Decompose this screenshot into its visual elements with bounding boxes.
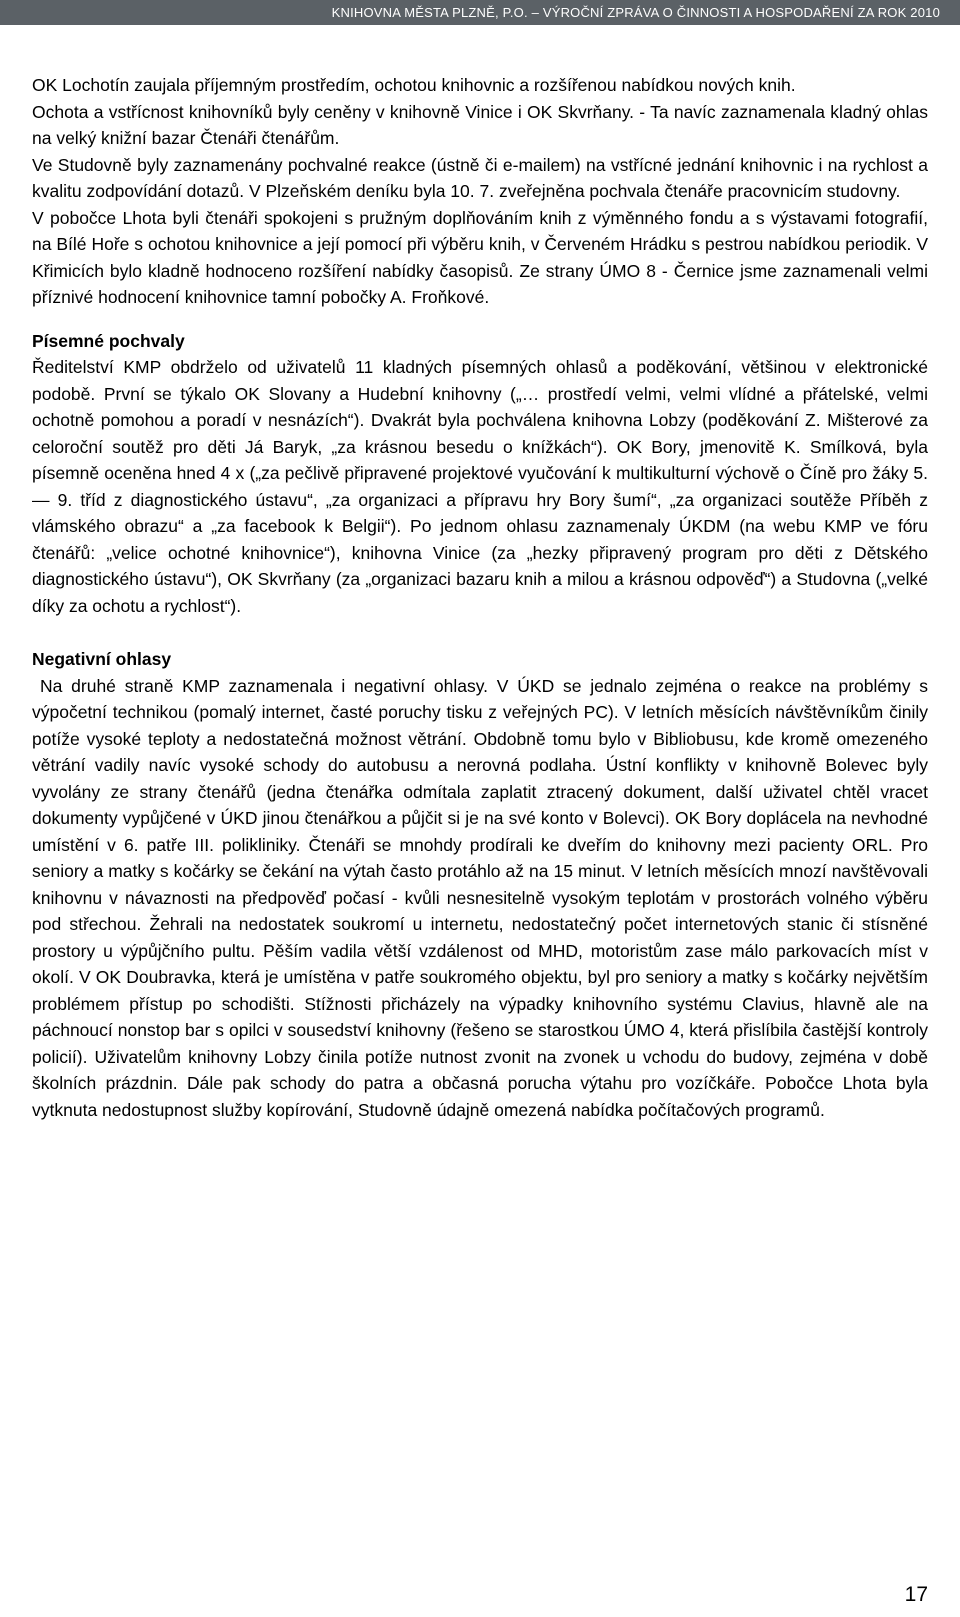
heading-written-praise: Písemné pochvaly — [32, 330, 185, 351]
page-header — [0, 0, 960, 25]
document-body — [32, 72, 928, 1123]
paragraph-lochotin: OK Lochotín zaujala příjemným prostředím, ochotou knihovnic a rozšířenou nabídkou nových knih. — [32, 75, 796, 95]
paragraph-negative-feedback: Na druhé straně KMP zaznamenala i negativní ohlasy. V ÚKD se jednalo zejména o reakce na problémy s výpočetní technikou (pomalý internet, časté poruchy tisku z veřejných PC). V letních měsících návštěvníkům činily potíže vysoké teploty a nedostatečná možnost větrání. Obdobně tomu bylo v Bibliobusu, kde kromě omezeného větrání vadily navíc vysoké schody do autobusu a nerovná podlaha. Ústní konflikty v knihovně Bolevec byly vyvolány ze strany čtenářů (jedna čtenářka odmítala zaplatit ztracený dokument, další uživatel chtěl vracet dokumenty vypůjčené v ÚKD jinou čtenářkou a půjčit si je na své konto v Bolevci). OK Bory doplácela na nevhodné umístění v 6. patře III. polikliniky. Čtenáři se mnohdy prodírali ke dveřím do knihovny mezi pacienty ORL. Pro seniory a matky s kočárky se čekání na výtah často protáhlo až na 15 minut. V letních měsících mnozí navštěvovali knihovnu v návaznosti na předpověď počasí - kvůli nesnesitelně vysokým teplotám v prostorách volného výběru pod střechou. Žehrali na nedostatek soukromí u internetu, nedostatečný počet internetových stanic či stísněné prostory u výpůjčního pultu. Pěším vadila větší vzdálenost od MHD, motoristům zase málo parkovacích míst v okolí. V OK Doubravka, která je umístěna v patře soukromého objektu, byl pro seniory a matky s kočárky největším problémem přístup po schodišti. Stížnosti přicházely na výpadky knihovního systému Clavius, hlavně ale na páchnoucí nonstop bar s opilci v sousedství knihovny (řešeno se starostkou ÚMO 4, která přislíbila častější kontroly policií). Uživatelům knihovny Lobzy činila potíže nutnost zvonit na zvonek u vchodu do budovy, zejména v době školních prázdnin. Dále pak schody do patra a občasná porucha výtahu pro vozíčkáře. Pobočce Lhota byla vytknuta nedostupnost služby kopírování, Studovně údajně omezená nabídka počítačových programů. — [32, 675, 928, 1120]
header-title: KNIHOVNA MĚSTA PLZNĚ, P.O. – VÝROČNÍ ZPRÁVA O ČINNOSTI A HOSPODAŘENÍ ZA ROK 2010 — [331, 5, 940, 20]
heading-negative-feedback: Negativní ohlasy — [32, 649, 172, 669]
paragraph-vinice-skvrnany: Ochota a vstřícnost knihovníků byly ceněny v knihovně Vinice i OK Skvrňany. - Ta navíc zaznamenala kladný ohlas na velký knižní bazar Čtenáři čtenářům. — [32, 101, 928, 148]
page-number: 17 — [904, 1583, 928, 1606]
paragraph-pobocky: V pobočce Lhota byli čtenáři spokojeni s pružným doplňováním knih z výměnného fondu a s výstavami fotografií, na Bílé Hoře s ochotou knihovnice a její pomocí při výběru knih, v Červeném Hrádku s pestrou nabídkou periodik. V Křimicích bylo kladně hodnoceno rozšíření nabídky časopisů. Ze strany ÚMO 8 - Černice jsme zaznamenali velmi příznivé hodnocení knihovnice tamní pobočky A. Froňkové. — [32, 207, 928, 307]
paragraph-studovna: Ve Studovně byly zaznamenány pochvalné reakce (ústně či e-mailem) na vstřícné jednání knihovnic i na rychlost a kvalitu zodpovídání dotazů. V Plzeňském deníku byla 10. 7. zveřejněna pochvala čtenáře pracovnicím studovny. — [32, 154, 928, 201]
paragraph-written-praise: Ředitelství KMP obdrželo od uživatelů 11 kladných písemných ohlasů a poděkování, většinou v elektronické podobě. První se týkalo OK Slovany a Hudební knihovny („… prostředí velmi, velmi vlídné a přátelské, velmi ochotně pomohou a poradí v nesnázích“). Dvakrát byla pochválena knihovna Lobzy (poděkování Z. Mišterové za celoroční soutěž pro děti Já Baryk, „za krásnou besedu o knížkách“). OK Bory, jmenovitě K. Smílková, byla písemně oceněna hned 4 x („za pečlivě připravené projektové vyučování k multikulturní výchově o Číně pro žáky 5. — 9. tříd z diagnostického ústavu“, „za organizaci a přípravu hry Bory šumí“, „za organizaci soutěže Příběh z vlámského obrazu“ a „za facebook k Belgii“). Po jednom ohlasu zaznamenaly ÚKDM (na webu KMP ve fóru čtenářů: „velice ochotné knihovnice“), knihovna Vinice (za „hezky připravený program pro děti z Dětského diagnostického ústavu“), OK Skvrňany (za „organizaci bazaru knih a milou a krásnou odpověď“) a Studovna („velké díky za ochotu a rychlost“). — [32, 357, 928, 616]
